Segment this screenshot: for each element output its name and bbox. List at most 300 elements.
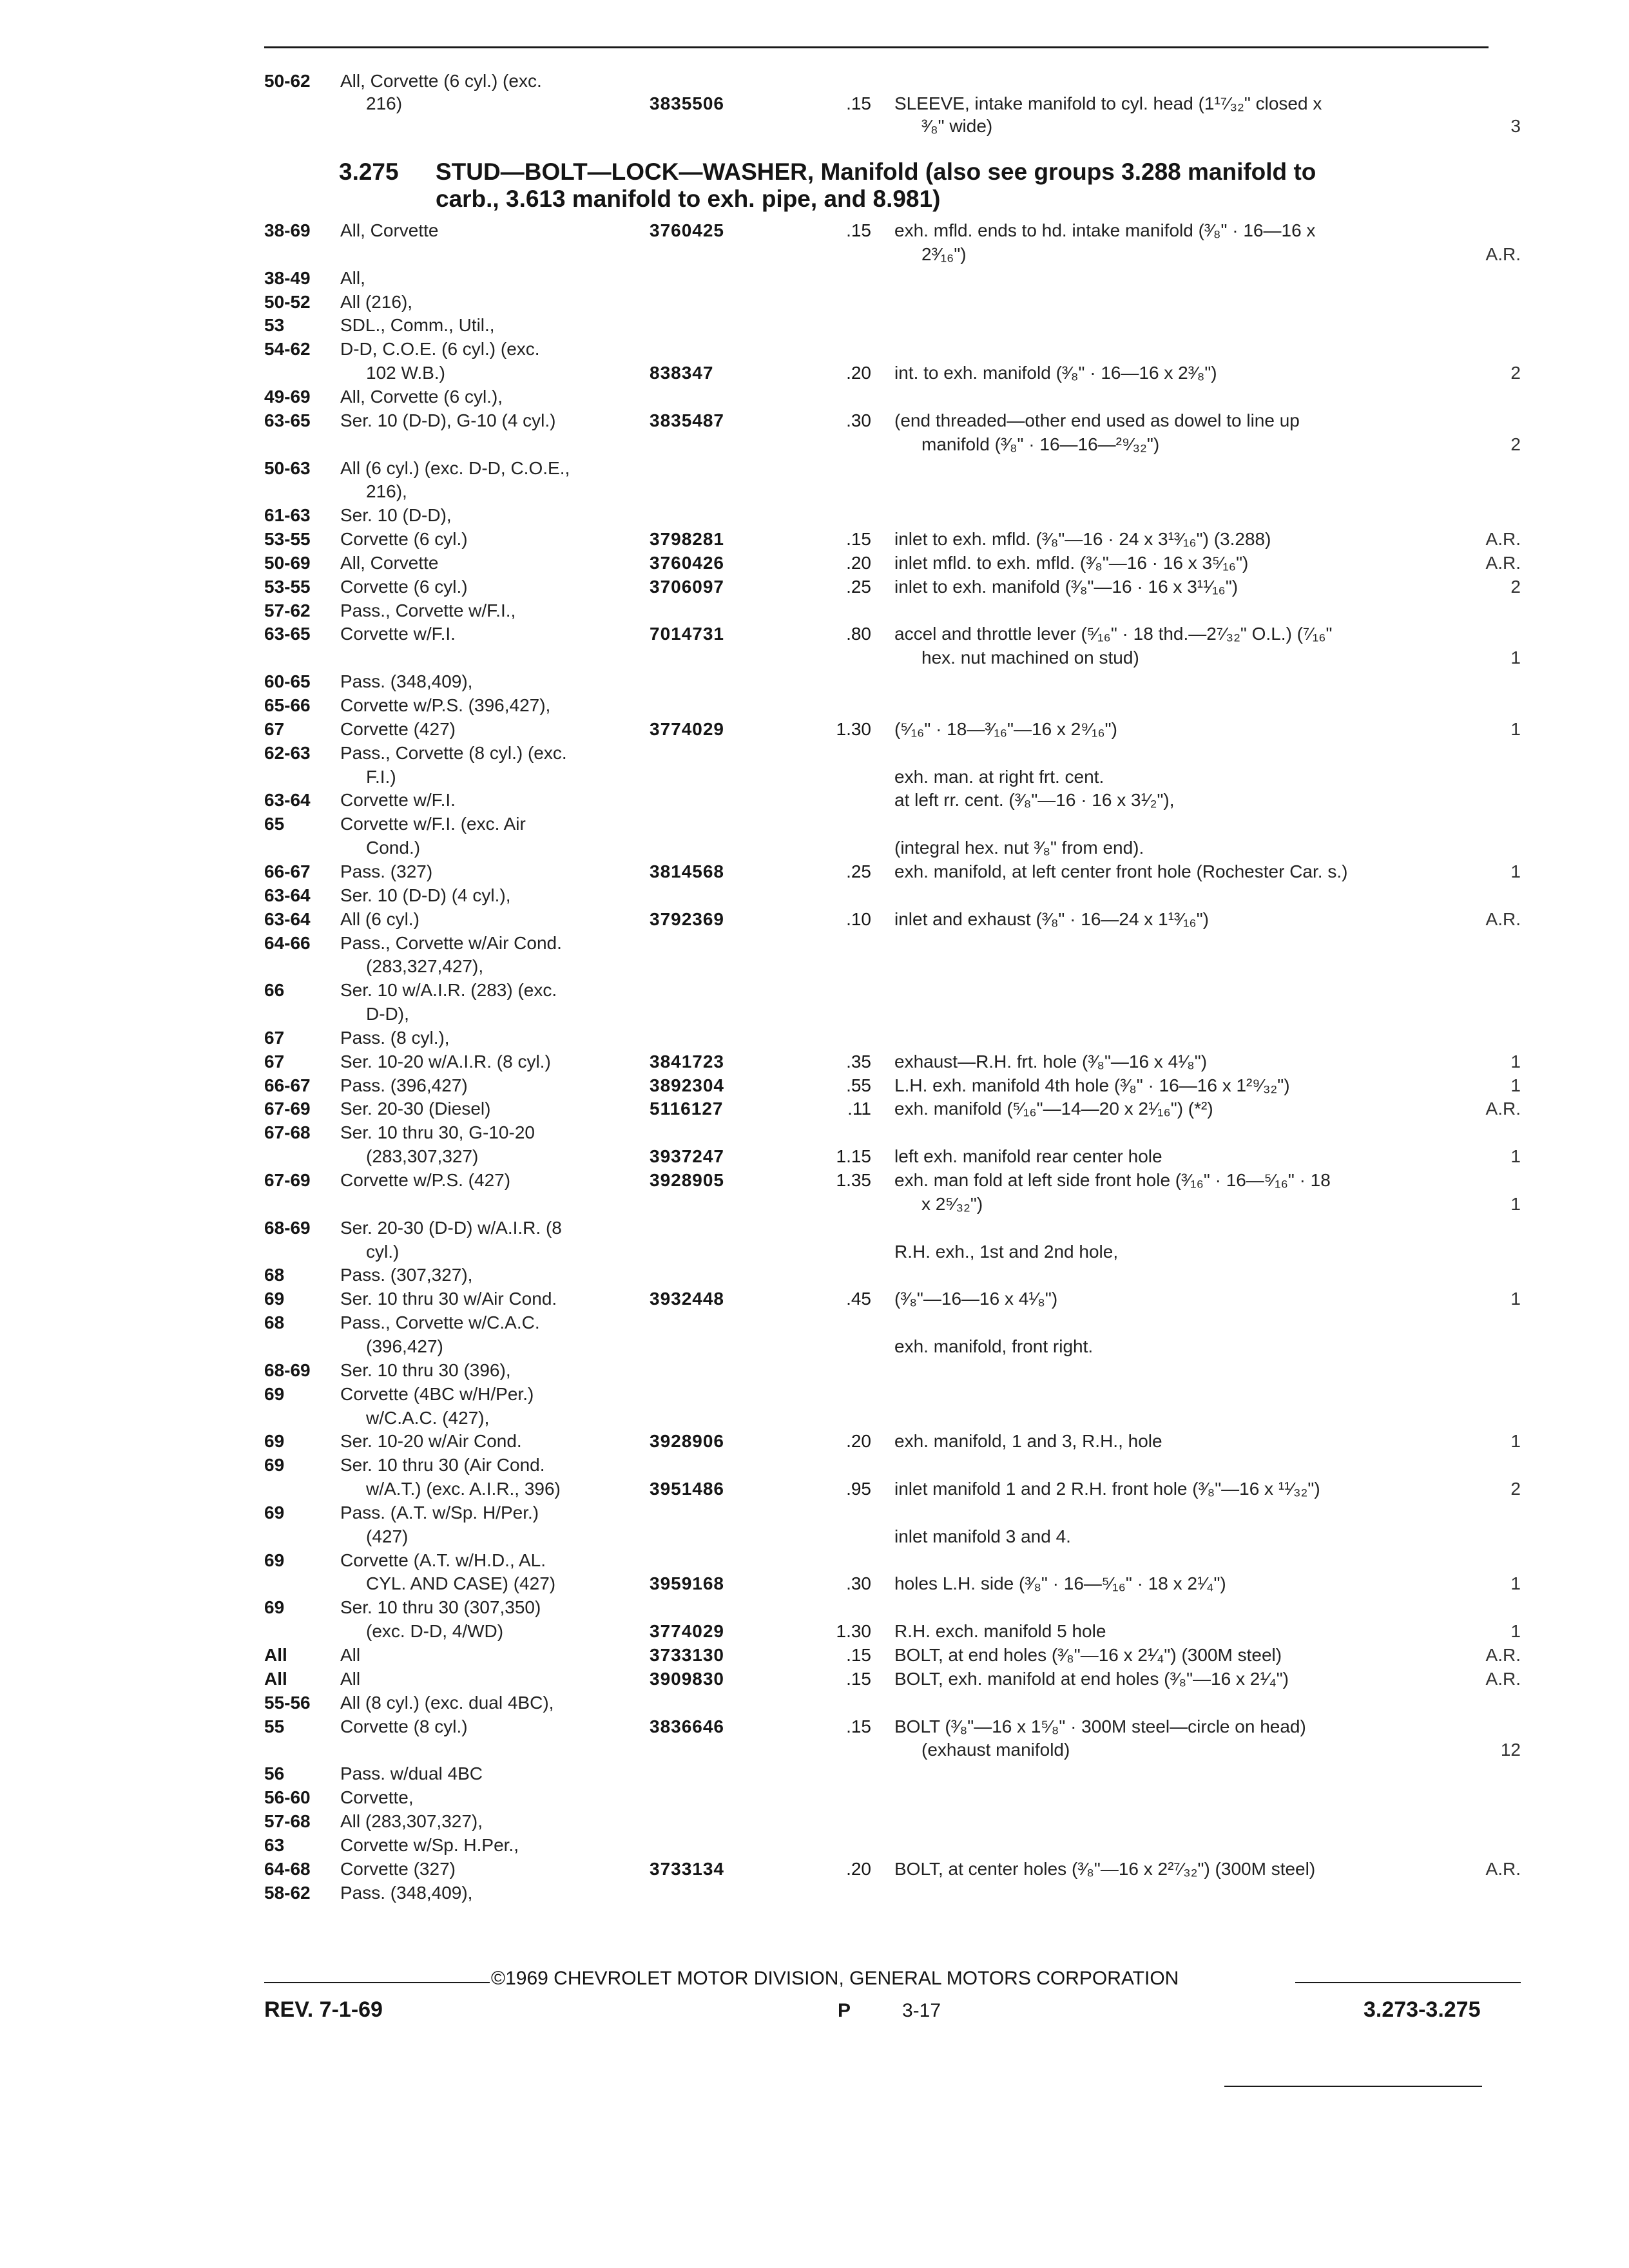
table-row <box>0 385 1629 408</box>
table-row <box>0 291 1629 314</box>
application: Corvette (327) <box>340 1858 456 1879</box>
application: Corvette (427) <box>340 718 456 739</box>
application: All <box>340 1645 361 1665</box>
application: Pass. (307,327), <box>340 1265 473 1285</box>
table-row <box>0 1454 1629 1477</box>
price: .45 <box>846 1289 871 1309</box>
part-number: 3774029 <box>650 1621 725 1642</box>
table-row <box>0 812 1629 836</box>
application: All, Corvette (6 cyl.), <box>340 386 503 407</box>
quantity: 1 <box>1510 648 1521 668</box>
application: All <box>340 1668 361 1689</box>
years: 62-63 <box>264 742 311 763</box>
section-number: 3.275 <box>339 159 399 185</box>
footer-rule-right <box>1295 1982 1521 1983</box>
price: .25 <box>846 576 871 597</box>
table-row <box>0 1715 1629 1738</box>
quantity: 1 <box>1510 1573 1521 1594</box>
application: Pass., Corvette w/C.A.C. <box>340 1312 540 1333</box>
years: 50-62 <box>264 71 311 91</box>
application: Ser. 20-30 (Diesel) <box>340 1099 491 1119</box>
price: .95 <box>846 1479 871 1499</box>
description: (integral hex. nut ³⁄₈" from end). <box>894 838 1144 858</box>
years: 64-68 <box>264 1858 311 1879</box>
table-row <box>0 267 1629 290</box>
part-number: 3792369 <box>650 908 725 929</box>
years: 60-65 <box>264 671 311 692</box>
years: 66-67 <box>264 861 311 881</box>
price: .20 <box>846 552 871 573</box>
description: R.H. exch. manifold 5 hole <box>894 1621 1106 1642</box>
application: All, Corvette <box>340 552 439 573</box>
top-rule <box>264 46 1489 48</box>
part-number: 3932448 <box>650 1289 725 1309</box>
years: All <box>264 1668 287 1689</box>
table-row <box>0 1121 1629 1144</box>
part-number: 3760425 <box>650 220 725 240</box>
table-row <box>0 1169 1629 1192</box>
years: 58-62 <box>264 1882 311 1903</box>
price: .20 <box>846 363 871 383</box>
price: .20 <box>846 1431 871 1452</box>
description: (³⁄₈"—16—16 x 4¹⁄₈") <box>894 1289 1058 1309</box>
price: .15 <box>846 220 871 240</box>
table-row <box>0 361 1629 385</box>
years: 65 <box>264 814 285 834</box>
quantity: 1 <box>1510 1431 1521 1452</box>
years: 68-69 <box>264 1360 311 1380</box>
table-row <box>0 646 1629 669</box>
part-number: 3959168 <box>650 1573 725 1594</box>
description: BOLT, exh. manifold at end holes (³⁄₈"—16 x 2¹⁄₄") <box>894 1668 1289 1689</box>
application: All, Corvette (6 cyl.) (exc. <box>340 71 542 91</box>
price: .80 <box>846 624 871 644</box>
table-row <box>0 575 1629 599</box>
table-row <box>0 552 1629 575</box>
price: .15 <box>846 1716 871 1736</box>
table-row <box>0 1691 1629 1715</box>
years: 61-63 <box>264 505 311 526</box>
years: 68-69 <box>264 1217 311 1238</box>
years: 38-69 <box>264 220 311 240</box>
application: Pass. (348,409), <box>340 1882 473 1903</box>
application: All (6 cyl.) <box>340 908 419 929</box>
list-item <box>0 115 1629 138</box>
years: 69 <box>264 1455 285 1475</box>
quantity: 3 <box>1510 116 1521 136</box>
years: 57-68 <box>264 1811 311 1831</box>
description: inlet and exhaust (³⁄₈" · 16—24 x 1¹³⁄₁₆") <box>894 908 1209 929</box>
table-row <box>0 789 1629 812</box>
section-heading <box>339 157 1316 187</box>
table-row <box>0 528 1629 551</box>
application: Corvette (6 cyl.) <box>340 529 468 550</box>
application: D-D, C.O.E. (6 cyl.) (exc. <box>340 339 540 360</box>
description: int. to exh. manifold (³⁄₈" · 16—16 x 2³⁄₈") <box>894 363 1217 383</box>
table-row <box>0 1596 1629 1619</box>
part-number: 3937247 <box>650 1146 725 1167</box>
price: .15 <box>846 93 871 113</box>
application: Pass. w/dual 4BC <box>340 1763 483 1784</box>
application: SDL., Comm., Util., <box>340 315 495 336</box>
copyright-line: ©1969 CHEVROLET MOTOR DIVISION, GENERAL MOTORS CORPORATION <box>491 1968 1179 1989</box>
part-number: 3835487 <box>650 410 725 430</box>
application: Ser. 10-20 w/A.I.R. (8 cyl.) <box>340 1051 551 1072</box>
application: Pass. (396,427) <box>340 1075 468 1095</box>
application: Ser. 10 w/A.I.R. (283) (exc. <box>340 980 557 1001</box>
quantity: 1 <box>1510 861 1521 881</box>
table-row <box>0 1644 1629 1667</box>
price: .15 <box>846 1668 871 1689</box>
table-row <box>0 1549 1629 1572</box>
table-row <box>0 1430 1629 1453</box>
list-item <box>0 70 1629 93</box>
years: 57-62 <box>264 600 311 620</box>
quantity: A.R. <box>1485 908 1521 929</box>
years: 56 <box>264 1763 285 1784</box>
application: Corvette w/F.I. <box>340 790 456 811</box>
quantity: A.R. <box>1485 244 1521 264</box>
part-number: 3733134 <box>650 1858 725 1879</box>
application: 216), <box>366 481 407 502</box>
table-row <box>0 1193 1629 1216</box>
price: .55 <box>846 1075 871 1095</box>
application: Pass., Corvette (8 cyl.) (exc. <box>340 742 567 763</box>
application: (427) <box>366 1526 409 1546</box>
price: 1.30 <box>836 718 871 739</box>
table-row <box>0 694 1629 717</box>
group-range: 3.273-3.275 <box>1364 1997 1481 2022</box>
description: exh. manifold, front right. <box>894 1336 1094 1356</box>
description: exh. man fold at left side front hole (³⁄₁₆" · 16—⁵⁄₁₆" · 18 <box>894 1170 1331 1190</box>
quantity: A.R. <box>1485 1645 1521 1665</box>
price: .20 <box>846 1858 871 1879</box>
table-row <box>0 1738 1629 1762</box>
years: 63-65 <box>264 624 311 644</box>
years: 50-52 <box>264 291 311 312</box>
application: (283,307,327) <box>366 1146 479 1167</box>
years: 67 <box>264 1027 285 1048</box>
years: 69 <box>264 1431 285 1452</box>
quantity: 1 <box>1510 1621 1521 1642</box>
table-row <box>0 718 1629 741</box>
table-row <box>0 1501 1629 1524</box>
application: Ser. 10 thru 30 (Air Cond. <box>340 1455 545 1475</box>
table-row <box>0 1810 1629 1833</box>
description: hex. nut machined on stud) <box>921 648 1139 668</box>
price: .25 <box>846 861 871 881</box>
description: inlet to exh. mfld. (³⁄₈"—16 · 24 x 3¹³⁄₁₆") (3.288) <box>894 529 1271 550</box>
application: Ser. 10 thru 30 w/Air Cond. <box>340 1289 557 1309</box>
table-row <box>0 1407 1629 1430</box>
years: 55 <box>264 1716 285 1736</box>
quantity: A.R. <box>1485 1099 1521 1119</box>
years: 69 <box>264 1597 285 1618</box>
description: 2³⁄₁₆") <box>921 244 967 264</box>
table-row <box>0 1026 1629 1050</box>
part-number: 3733130 <box>650 1645 725 1665</box>
years: 67-69 <box>264 1099 311 1119</box>
table-row <box>0 836 1629 860</box>
table-row <box>0 1786 1629 1809</box>
table-row <box>0 1003 1629 1026</box>
application: All, Corvette <box>340 220 439 240</box>
section-title: STUD—BOLT—LOCK—WASHER, Manifold (also see groups 3.288 manifold to <box>436 159 1316 185</box>
years: 56-60 <box>264 1787 311 1808</box>
application: Corvette, <box>340 1787 414 1808</box>
application: Pass. (327) <box>340 861 433 881</box>
table-row <box>0 599 1629 622</box>
description: holes L.H. side (³⁄₈" · 16—⁵⁄₁₆" · 18 x 2¹⁄₄") <box>894 1573 1226 1594</box>
quantity: 1 <box>1510 1146 1521 1167</box>
application: (exc. D-D, 4/WD) <box>366 1621 504 1642</box>
price: .15 <box>846 529 871 550</box>
description: BOLT, at center holes (³⁄₈"—16 x 2²⁷⁄₃₂") (300M steel) <box>894 1858 1316 1879</box>
years: 63 <box>264 1834 285 1855</box>
description: SLEEVE, intake manifold to cyl. head (1¹⁷⁄₃₂" closed x <box>894 93 1322 113</box>
table-row <box>0 1477 1629 1501</box>
years: 66 <box>264 980 285 1001</box>
price: 1.15 <box>836 1146 871 1167</box>
table-row <box>0 1240 1629 1264</box>
table-row <box>0 1216 1629 1240</box>
part-number: 3951486 <box>650 1479 725 1499</box>
application: D-D), <box>366 1004 409 1024</box>
description: exhaust—R.H. frt. hole (³⁄₈"—16 x 4¹⁄₈") <box>894 1051 1208 1072</box>
quantity: 1 <box>1510 1193 1521 1214</box>
description: (⁵⁄₁₆" · 18—³⁄₁₆"—16 x 2⁹⁄₁₆") <box>894 718 1117 739</box>
table-row <box>0 1311 1629 1334</box>
years: 67 <box>264 718 285 739</box>
part-number: 3841723 <box>650 1051 725 1072</box>
quantity: A.R. <box>1485 552 1521 573</box>
price: 1.35 <box>836 1170 871 1190</box>
application: All, <box>340 267 365 288</box>
description: L.H. exh. manifold 4th hole (³⁄₈" · 16—16 x 1²⁹⁄₃₂") <box>894 1075 1290 1095</box>
part-number: 3814568 <box>650 861 725 881</box>
years: All <box>264 1645 287 1665</box>
years: 54-62 <box>264 339 311 360</box>
part-number: 5116127 <box>650 1099 724 1119</box>
price: .30 <box>846 1573 871 1594</box>
description: exh. mfld. ends to hd. intake manifold (³⁄₈" · 16—16 x <box>894 220 1316 240</box>
part-number: 3836646 <box>650 1716 725 1736</box>
table-row <box>0 742 1629 765</box>
table-row <box>0 1097 1629 1120</box>
application: Corvette (8 cyl.) <box>340 1716 468 1736</box>
years: 63-65 <box>264 410 311 430</box>
quantity: 2 <box>1510 1479 1521 1499</box>
description: inlet mfld. to exh. mfld. (³⁄₈"—16 · 16 x 3⁵⁄₁₆") <box>894 552 1249 573</box>
description: inlet manifold 1 and 2 R.H. front hole (³⁄₈"—16 x ¹¹⁄₃₂") <box>894 1479 1320 1499</box>
years: 63-64 <box>264 790 311 811</box>
quantity: 1 <box>1510 718 1521 739</box>
application: Ser. 10 (D-D) (4 cyl.), <box>340 885 511 905</box>
application: Pass., Corvette w/Air Cond. <box>340 932 562 953</box>
description: BOLT (³⁄₈"—16 x 1⁵⁄₈" · 300M steel—circle on head) <box>894 1716 1306 1736</box>
description: R.H. exh., 1st and 2nd hole, <box>894 1241 1119 1262</box>
price: 1.30 <box>836 1621 871 1642</box>
description: accel and throttle lever (⁵⁄₁₆" · 18 thd.—2⁷⁄₃₂" O.L.) (⁷⁄₁₆" <box>894 624 1333 644</box>
application: w/A.T.) (exc. A.I.R., 396) <box>366 1479 561 1499</box>
part-number: 3892304 <box>650 1075 725 1095</box>
description: (exhaust manifold) <box>921 1740 1070 1760</box>
years: 69 <box>264 1289 285 1309</box>
application: Corvette w/P.S. (396,427), <box>340 695 551 715</box>
table-row <box>0 1145 1629 1168</box>
application: F.I.) <box>366 766 396 787</box>
years: 63-64 <box>264 908 311 929</box>
section-heading-continued: carb., 3.613 manifold to exh. pipe, and 8.981) <box>436 186 941 212</box>
table-row <box>0 1881 1629 1905</box>
price: .11 <box>847 1099 871 1119</box>
description: inlet manifold 3 and 4. <box>894 1526 1071 1546</box>
price: .10 <box>846 908 871 929</box>
table-row <box>0 1572 1629 1595</box>
part-number: 3835506 <box>650 93 725 113</box>
application: Pass. (348,409), <box>340 671 473 692</box>
years: 53-55 <box>264 529 311 550</box>
application: Pass., Corvette w/F.I., <box>340 600 516 620</box>
years: 67-68 <box>264 1122 311 1143</box>
application: Ser. 10 (D-D), <box>340 505 452 526</box>
application: Ser. 10 (D-D), G-10 (4 cyl.) <box>340 410 556 430</box>
part-number: 3928905 <box>650 1170 725 1190</box>
application: Corvette w/P.S. (427) <box>340 1170 511 1190</box>
application: All (6 cyl.) (exc. D-D, C.O.E., <box>340 457 570 478</box>
years: 68 <box>264 1312 285 1333</box>
description: x 2⁵⁄₃₂") <box>921 1193 983 1214</box>
part-number: 7014731 <box>650 624 725 644</box>
application: Corvette (6 cyl.) <box>340 576 468 597</box>
description: ³⁄₈" wide) <box>921 116 993 136</box>
quantity: 2 <box>1510 576 1521 597</box>
table-row <box>0 765 1629 789</box>
part-number: 3706097 <box>650 576 725 597</box>
table-row <box>0 314 1629 337</box>
application: Corvette (4BC w/H/Per.) <box>340 1383 534 1404</box>
table-row <box>0 504 1629 527</box>
quantity: 2 <box>1510 434 1521 454</box>
table-row <box>0 1287 1629 1311</box>
description: exh. manifold, 1 and 3, R.H., hole <box>894 1431 1162 1452</box>
application: (283,327,427), <box>366 956 484 977</box>
table-row <box>0 1762 1629 1785</box>
years: 68 <box>264 1265 285 1285</box>
description: exh. manifold (⁵⁄₁₆"—14—20 x 2¹⁄₁₆") (*²) <box>894 1099 1213 1119</box>
quantity: A.R. <box>1485 1668 1521 1689</box>
years: 69 <box>264 1502 285 1523</box>
application: Ser. 20-30 (D-D) w/A.I.R. (8 <box>340 1217 562 1238</box>
table-row <box>0 219 1629 242</box>
quantity: A.R. <box>1485 529 1521 550</box>
years: 38-49 <box>264 267 311 288</box>
years: 50-69 <box>264 552 311 573</box>
page-letter: P <box>838 2000 851 2021</box>
table-row <box>0 457 1629 480</box>
application: Cond.) <box>366 838 421 858</box>
description: at left rr. cent. (³⁄₈"—16 · 16 x 3¹⁄₂"), <box>894 790 1175 811</box>
description: (end threaded—other end used as dowel to line up <box>894 410 1300 430</box>
table-row <box>0 1834 1629 1857</box>
part-number: 838347 <box>650 363 714 383</box>
quantity: 1 <box>1510 1075 1521 1095</box>
years: 53-55 <box>264 576 311 597</box>
part-number: 3909830 <box>650 1668 725 1689</box>
application: Corvette (A.T. w/H.D., AL. <box>340 1550 546 1570</box>
years: 69 <box>264 1550 285 1570</box>
part-number: 3928906 <box>650 1431 725 1452</box>
years: 53 <box>264 315 285 336</box>
quantity: 1 <box>1510 1289 1521 1309</box>
application: 216) <box>366 93 403 113</box>
years: 55-56 <box>264 1692 311 1713</box>
years: 63-64 <box>264 885 311 905</box>
years: 67 <box>264 1051 285 1072</box>
description: exh. man. at right frt. cent. <box>894 766 1104 787</box>
application: All (283,307,327), <box>340 1811 483 1831</box>
table-row <box>0 1383 1629 1406</box>
table-row <box>0 955 1629 978</box>
list-item <box>0 92 1629 115</box>
application: Corvette w/Sp. H.Per., <box>340 1834 519 1855</box>
description: left exh. manifold rear center hole <box>894 1146 1162 1167</box>
table-row <box>0 908 1629 931</box>
table-row <box>0 932 1629 955</box>
price: .15 <box>846 1645 871 1665</box>
table-row <box>0 670 1629 693</box>
table-row <box>0 979 1629 1002</box>
revision-date: REV. 7-1-69 <box>264 1997 383 2022</box>
quantity: 2 <box>1510 363 1521 383</box>
bottom-rule <box>1224 2086 1482 2087</box>
table-row <box>0 243 1629 266</box>
application: Corvette w/F.I. <box>340 624 456 644</box>
application: All (216), <box>340 291 413 312</box>
table-row <box>0 338 1629 361</box>
application: Corvette w/F.I. (exc. Air <box>340 814 526 834</box>
table-row <box>0 1264 1629 1287</box>
table-row <box>0 480 1629 503</box>
table-row <box>0 1050 1629 1073</box>
table-row <box>0 1667 1629 1691</box>
part-number: 3798281 <box>650 529 725 550</box>
application: Pass. (A.T. w/Sp. H/Per.) <box>340 1502 539 1523</box>
years: 64-66 <box>264 932 311 953</box>
years: 67-69 <box>264 1170 311 1190</box>
price: .30 <box>846 410 871 430</box>
table-row <box>0 433 1629 456</box>
application: All (8 cyl.) (exc. dual 4BC), <box>340 1692 554 1713</box>
application: (396,427) <box>366 1336 443 1356</box>
table-row <box>0 1525 1629 1548</box>
table-row <box>0 1359 1629 1382</box>
description: exh. manifold, at left center front hole (Rochester Car. s.) <box>894 861 1348 881</box>
application: Ser. 10-20 w/Air Cond. <box>340 1431 522 1452</box>
years: 69 <box>264 1383 285 1404</box>
application: CYL. AND CASE) (427) <box>366 1573 556 1594</box>
years: 49-69 <box>264 386 311 407</box>
description: BOLT, at end holes (³⁄₈"—16 x 2¹⁄₄") (300M steel) <box>894 1645 1282 1665</box>
application: Ser. 10 thru 30 (307,350) <box>340 1597 541 1618</box>
quantity: A.R. <box>1485 1858 1521 1879</box>
page-number: 3-17 <box>902 2000 941 2021</box>
part-number: 3774029 <box>650 718 725 739</box>
table-row <box>0 1335 1629 1358</box>
footer-rule-left <box>264 1982 490 1983</box>
table-row <box>0 884 1629 907</box>
table-row <box>0 409 1629 432</box>
